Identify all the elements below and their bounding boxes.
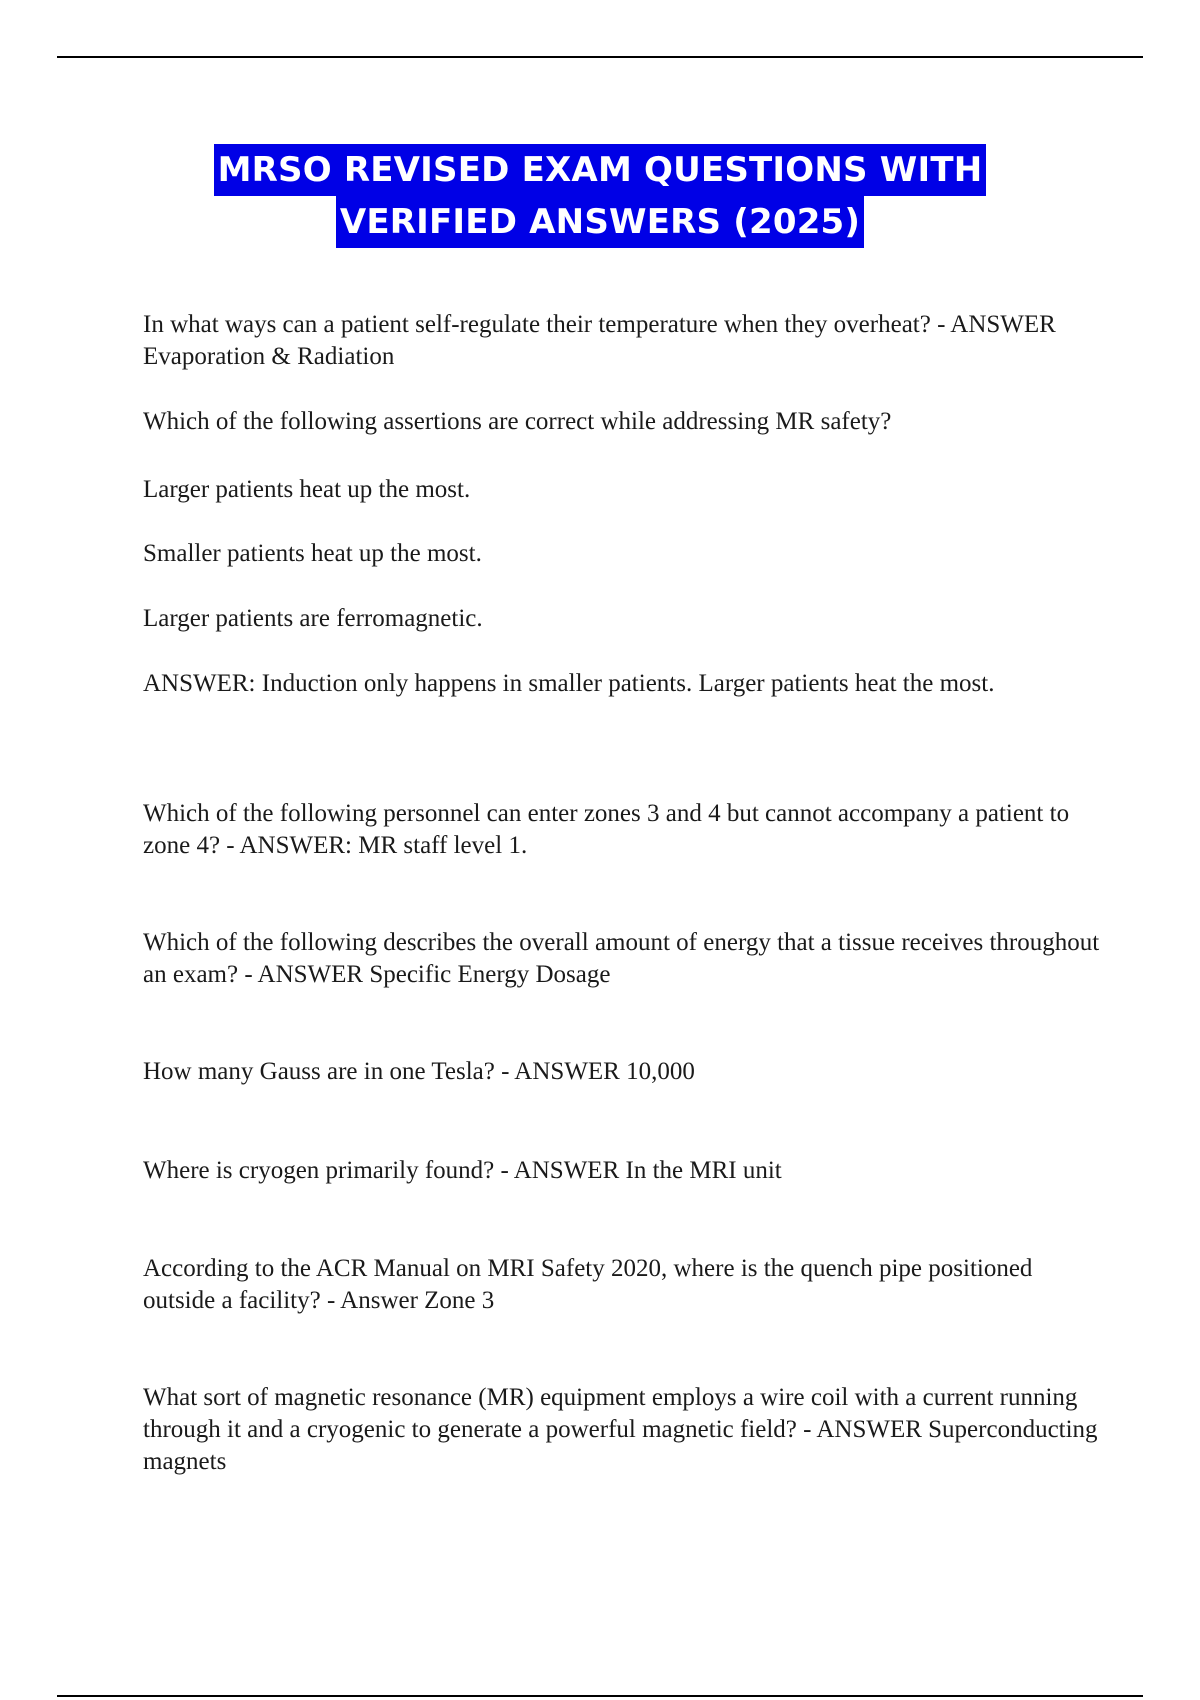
title-line-1: MRSO REVISED EXAM QUESTIONS WITH [214,144,987,196]
bottom-rule [57,1695,1143,1697]
question-quench-pipe: According to the ACR Manual on MRI Safety 2020, where is the quench pipe positioned outside a facility? - Answer Zone 3 [143,1255,1033,1314]
question-temperature: In what ways can a patient self-regulate their temperature when they overheat? - ANSWER Evaporation & Radiation [143,311,1056,370]
question-energy-dosage: Which of the following describes the overall amount of energy that a tissue receives throughout an exam? - ANSWER Specific Energy Dosage [143,929,1100,988]
question-cryogen: Where is cryogen primarily found? - ANSWER In the MRI unit [143,1157,782,1184]
option-smaller-heat: Smaller patients heat up the most. [143,540,482,567]
question-superconducting: What sort of magnetic resonance (MR) equipment employs a wire coil with a current running through it and a cryogenic to generate a powerful magnetic field? - ANSWER Superconducting magnets [143,1384,1098,1475]
document-title [0,144,1200,248]
top-rule [57,56,1143,58]
question-gauss-tesla: How many Gauss are in one Tesla? - ANSWER 10,000 [143,1058,695,1085]
answer-induction: ANSWER: Induction only happens in smaller patients. Larger patients heat the most. [143,670,995,697]
question-mr-safety: Which of the following assertions are correct while addressing MR safety? [143,408,892,435]
title-line-2: VERIFIED ANSWERS (2025) [336,196,864,248]
option-ferromagnetic: Larger patients are ferromagnetic. [143,605,483,632]
question-personnel-zones: Which of the following personnel can enter zones 3 and 4 but cannot accompany a patient to zone 4? - ANSWER: MR staff level 1. [143,800,1070,859]
option-larger-heat: Larger patients heat up the most. [143,476,471,503]
